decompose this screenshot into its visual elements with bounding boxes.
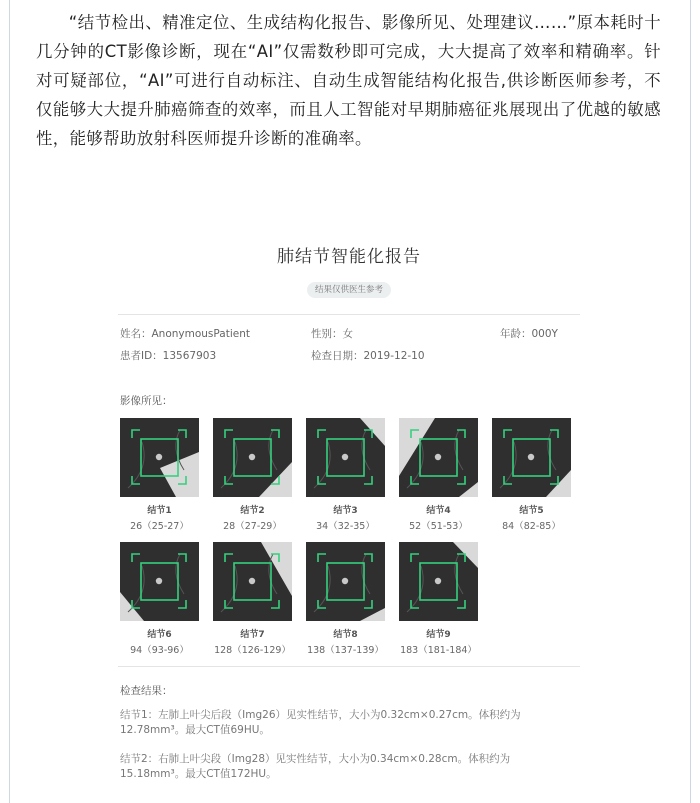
report-title: 肺结节智能化报告 bbox=[277, 247, 421, 267]
ct-thumbnail bbox=[213, 418, 292, 497]
nodule-card bbox=[213, 542, 292, 656]
results-label: 检查结果： bbox=[120, 685, 173, 697]
nodule-value: 94（93-96） bbox=[130, 645, 189, 656]
nodule-name: 结节5 bbox=[519, 506, 544, 516]
nodule-name: 结节3 bbox=[333, 506, 358, 516]
nodule-card bbox=[492, 418, 571, 532]
ct-thumbnail bbox=[213, 542, 292, 621]
nodule-value: 26（25-27） bbox=[130, 521, 189, 532]
nodule-name: 结节1 bbox=[147, 506, 172, 516]
nodule-card bbox=[306, 542, 385, 656]
result-text: 结节1：左肺上叶尖后段（Img26）见实性结节，大小为0.32cm×0.27cm。体积约为12.78mm³。最大CT值69HU。 bbox=[120, 709, 521, 736]
nodule-value: 52（51-53） bbox=[409, 521, 468, 532]
nodule-value: 28（27-29） bbox=[223, 521, 282, 532]
exam-date: 检查日期：2019-12-10 bbox=[311, 350, 425, 362]
ct-thumbnail bbox=[399, 542, 478, 621]
patient-age: 年龄：000Y bbox=[500, 328, 558, 340]
nodule-value: 128（126-129） bbox=[214, 645, 291, 656]
ct-thumbnail bbox=[306, 542, 385, 621]
ct-thumbnail bbox=[492, 418, 571, 497]
nodule-name: 结节4 bbox=[426, 506, 451, 516]
nodule-name: 结节6 bbox=[147, 630, 172, 640]
divider bbox=[118, 666, 580, 667]
nodule-card bbox=[399, 542, 478, 656]
nodule-name: 结节2 bbox=[240, 506, 265, 516]
result-text: 结节2：右肺上叶尖段（Img28）见实性结节，大小为0.34cm×0.28cm。体积约为15.18mm³。最大CT值172HU。 bbox=[120, 753, 511, 780]
nodule-row bbox=[120, 418, 580, 532]
nodule-report-image bbox=[118, 232, 580, 782]
nodule-name: 结节8 bbox=[333, 630, 358, 640]
patient-id: 患者ID：13567903 bbox=[120, 350, 217, 362]
reference-badge: 结果仅供医生参考 bbox=[307, 282, 391, 298]
nodule-card bbox=[120, 418, 199, 532]
right-border bbox=[690, 0, 691, 803]
ct-thumbnail bbox=[399, 418, 478, 497]
left-border bbox=[9, 0, 10, 803]
nodule-value: 138（137-139） bbox=[307, 645, 384, 656]
ct-thumbnail bbox=[120, 418, 199, 497]
patient-name: 姓名：AnonymousPatient bbox=[120, 328, 250, 340]
ct-thumbnail bbox=[306, 418, 385, 497]
nodule-name: 结节7 bbox=[240, 630, 265, 640]
patient-info bbox=[118, 315, 580, 371]
nodule-gallery bbox=[120, 418, 580, 656]
nodule-value: 84（82-85） bbox=[502, 521, 561, 532]
nodule-name: 结节9 bbox=[426, 630, 451, 640]
nodule-card bbox=[213, 418, 292, 532]
nodule-card bbox=[306, 418, 385, 532]
patient-sex: 性别：女 bbox=[311, 328, 353, 340]
nodule-value: 34（32-35） bbox=[316, 521, 375, 532]
nodule-row bbox=[120, 542, 580, 656]
ct-thumbnail bbox=[120, 542, 199, 621]
article-paragraph: “结节检出、精准定位、生成结构化报告、影像所见、处理建议……”原本耗时十几分钟的CT影像诊断，现在“AI”仅需数秒即可完成，大大提高了效率和精确率。针对可疑部位，“AI”可进行自动标注、自动生成智能结构化报告,供诊断医师参考，不仅能够大大提升肺癌筛查的效率，而且人工智能对早期肺癌征兆展现出了优越的敏感性，能够帮助放射科医师提升诊断的准确率。 bbox=[36, 13, 661, 148]
nodule-card bbox=[399, 418, 478, 532]
findings-label: 影像所见： bbox=[120, 395, 173, 407]
nodule-value: 183（181-184） bbox=[400, 645, 477, 656]
nodule-card bbox=[120, 542, 199, 656]
